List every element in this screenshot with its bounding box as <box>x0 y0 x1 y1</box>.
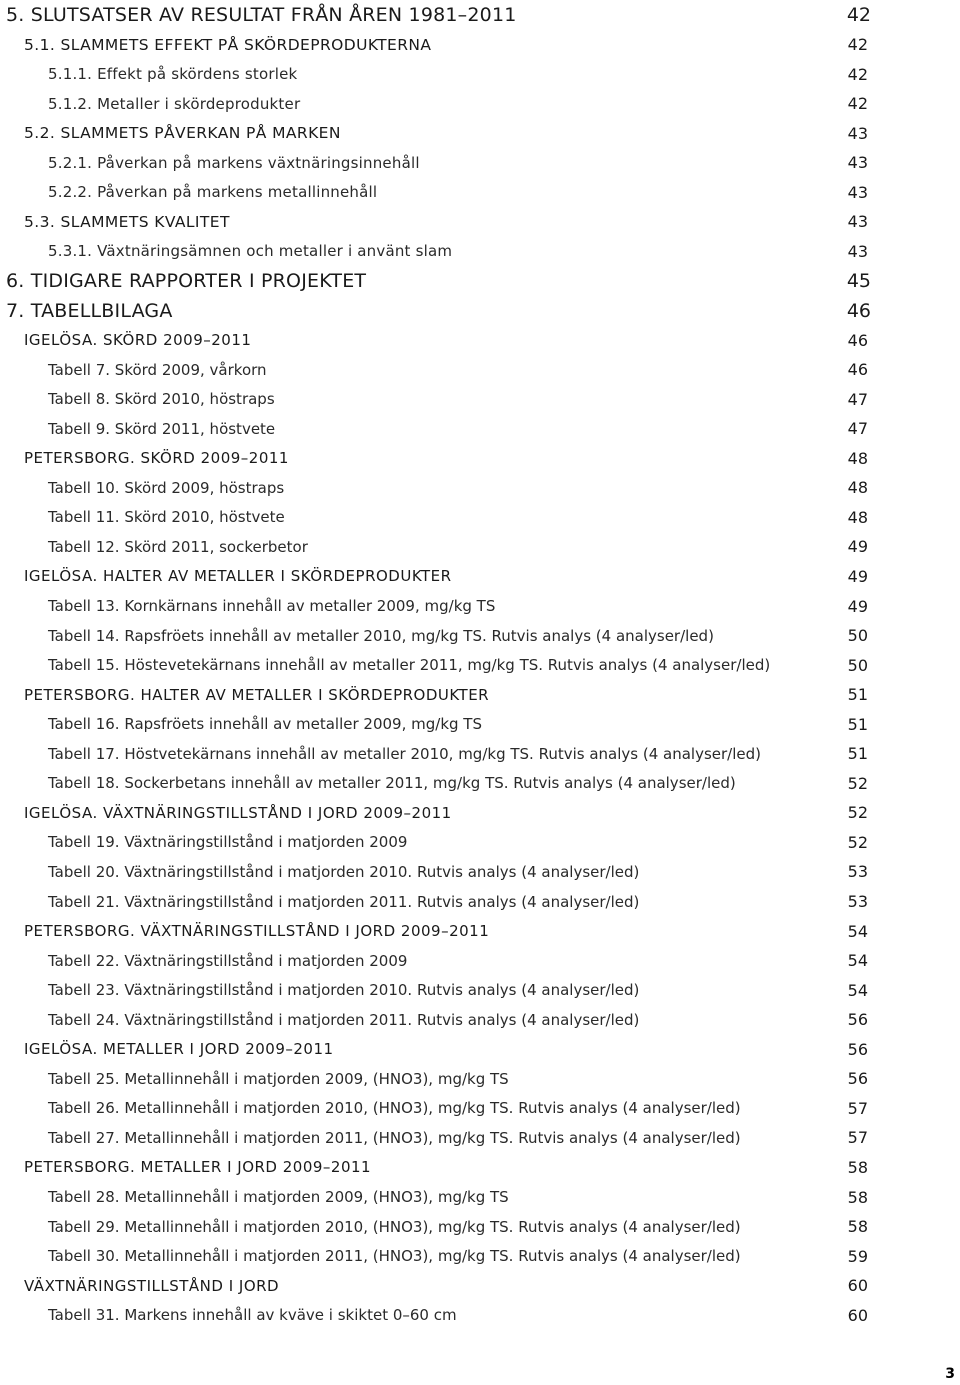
toc-entry[interactable] <box>0 711 960 737</box>
toc-entry[interactable] <box>0 327 960 353</box>
toc-entry-title: Tabell 13. Kornkärnans innehåll av metaller 2009, mg/kg TS <box>48 597 496 615</box>
toc-entry-page: 54 <box>847 980 868 1000</box>
toc-entry[interactable] <box>0 179 960 205</box>
toc-entry-page: 46 <box>846 299 871 322</box>
toc-entry-page: 52 <box>847 803 868 823</box>
toc-entry[interactable] <box>0 416 960 442</box>
toc-entry[interactable] <box>0 829 960 855</box>
toc-entry-title: 5.1. SLAMMETS EFFEKT PÅ SKÖRDEPRODUKTERNA <box>24 35 432 54</box>
toc-entry-title: 5.1.1. Effekt på skördens storlek <box>48 65 298 84</box>
toc-entry[interactable] <box>0 2 960 28</box>
toc-entry-page: 59 <box>847 1246 868 1266</box>
toc-entry-title: 5.2.2. Påverkan på markens metallinnehåll <box>48 183 378 202</box>
toc-entry-title: Tabell 21. Växtnäringstillstånd i matjorden 2011. Rutvis analys (4 analyser/led) <box>48 892 640 911</box>
toc-entry-page: 60 <box>847 1305 868 1325</box>
toc-entry[interactable] <box>0 918 960 944</box>
toc-entry[interactable] <box>0 1154 960 1180</box>
toc-entry-page: 54 <box>847 951 868 971</box>
toc-entry-page: 57 <box>847 1128 868 1148</box>
toc-entry-title: Tabell 18. Sockerbetans innehåll av metaller 2011, mg/kg TS. Rutvis analys (4 analyser/led) <box>48 774 736 793</box>
toc-entry[interactable] <box>0 1214 960 1240</box>
toc-entry-page: 48 <box>847 507 868 527</box>
toc-entry-page: 50 <box>847 626 868 646</box>
toc-entry[interactable] <box>0 534 960 560</box>
toc-entry[interactable] <box>0 1066 960 1092</box>
toc-entry-title: Tabell 14. Rapsfröets innehåll av metaller 2010, mg/kg TS. Rutvis analys (4 analyser/led) <box>48 626 714 645</box>
toc-entry-title: Tabell 26. Metallinnehåll i matjorden 2010, (HNO3), mg/kg TS. Rutvis analys (4 analyser/led) <box>48 1099 741 1118</box>
toc-entry-page: 54 <box>847 921 868 941</box>
toc-entry[interactable] <box>0 150 960 176</box>
toc-entry-page: 57 <box>847 1098 868 1118</box>
toc-entry-page: 56 <box>847 1069 868 1089</box>
toc-entry-page: 42 <box>847 94 868 114</box>
toc-entry-page: 52 <box>847 832 868 852</box>
toc-entry[interactable] <box>0 1095 960 1121</box>
toc-entry[interactable] <box>0 209 960 235</box>
toc-entry-page: 52 <box>847 773 868 793</box>
toc-entry-title: Tabell 9. Skörd 2011, höstvete <box>48 419 276 438</box>
toc-entry-page: 42 <box>847 35 868 55</box>
toc-entry-page: 48 <box>847 448 868 468</box>
toc-entry-page: 56 <box>847 1010 868 1030</box>
toc-entry-title: Tabell 12. Skörd 2011, sockerbetor <box>48 537 308 556</box>
toc-entry-title: IGELÖSA. SKÖRD 2009–2011 <box>24 331 252 350</box>
toc-entry[interactable] <box>0 268 960 294</box>
toc-entry-title: 5.2. SLAMMETS PÅVERKAN PÅ MARKEN <box>24 124 341 143</box>
toc-entry[interactable] <box>0 682 960 708</box>
toc-entry[interactable] <box>0 1302 960 1328</box>
toc-entry-page: 49 <box>847 537 868 557</box>
toc-entry[interactable] <box>0 1125 960 1151</box>
toc-entry-page: 58 <box>847 1187 868 1207</box>
toc-entry-title: 5.3.1. Växtnäringsämnen och metaller i använt slam <box>48 242 453 261</box>
toc-entry-title: Tabell 25. Metallinnehåll i matjorden 2009, (HNO3), mg/kg TS <box>48 1069 509 1088</box>
toc-entry-page: 45 <box>846 269 871 292</box>
toc-entry-title: 5.1.2. Metaller i skördeprodukter <box>48 94 301 113</box>
toc-entry-title: Tabell 16. Rapsfröets innehåll av metaller 2009, mg/kg TS <box>48 715 482 734</box>
toc-entry[interactable] <box>0 741 960 767</box>
toc-entry[interactable] <box>0 623 960 649</box>
toc-entry[interactable] <box>0 504 960 530</box>
toc-entry-title: Tabell 15. Höstevetekärnans innehåll av metaller 2011, mg/kg TS. Rutvis analys (4 analyser/led) <box>48 656 771 675</box>
toc-entry-page: 56 <box>847 1039 868 1059</box>
toc-entry-title: IGELÖSA. HALTER AV METALLER I SKÖRDEPRODUKTER <box>24 567 452 586</box>
toc-entry-page: 53 <box>847 862 868 882</box>
toc-entry-title: Tabell 20. Växtnäringstillstånd i matjorden 2010. Rutvis analys (4 analyser/led) <box>48 862 640 881</box>
toc-entry-page: 46 <box>847 330 868 350</box>
toc-entry-title: 5.3. SLAMMETS KVALITET <box>24 212 230 231</box>
toc-entry[interactable] <box>0 889 960 915</box>
toc-entry[interactable] <box>0 475 960 501</box>
toc-entry-title: PETERSBORG. VÄXTNÄRINGSTILLSTÅND I JORD 2009–2011 <box>24 922 490 941</box>
toc-entry[interactable] <box>0 563 960 589</box>
toc-entry-title: PETERSBORG. HALTER AV METALLER I SKÖRDEPRODUKTER <box>24 685 490 704</box>
toc-entry[interactable] <box>0 948 960 974</box>
toc-entry[interactable] <box>0 977 960 1003</box>
toc-entry[interactable] <box>0 770 960 796</box>
toc-entry-page: 43 <box>847 123 868 143</box>
toc-entry[interactable] <box>0 593 960 619</box>
toc-entry-title: Tabell 23. Växtnäringstillstånd i matjorden 2010. Rutvis analys (4 analyser/led) <box>48 981 640 1000</box>
toc-entry-page: 42 <box>847 64 868 84</box>
toc-entry-page: 60 <box>847 1276 868 1296</box>
toc-entry-title: Tabell 22. Växtnäringstillstånd i matjorden 2009 <box>48 951 408 970</box>
toc-entry-title: VÄXTNÄRINGSTILLSTÅND I JORD <box>24 1276 280 1295</box>
page-number: 3 <box>945 1366 955 1382</box>
toc-entry-page: 58 <box>847 1217 868 1237</box>
toc-entry-page: 51 <box>847 714 868 734</box>
toc-entry-page: 47 <box>847 389 868 409</box>
toc-entry-page: 51 <box>847 744 868 764</box>
toc-entry-title: Tabell 29. Metallinnehåll i matjorden 2010, (HNO3), mg/kg TS. Rutvis analys (4 analyser/led) <box>48 1217 741 1236</box>
toc-entry-page: 43 <box>847 153 868 173</box>
toc-entry[interactable] <box>0 1007 960 1033</box>
toc-entry[interactable] <box>0 445 960 471</box>
toc-entry-title: Tabell 19. Växtnäringstillstånd i matjorden 2009 <box>48 833 408 852</box>
toc-entry-page: 43 <box>847 182 868 202</box>
toc-entry-page: 58 <box>847 1157 868 1177</box>
toc-entry-page: 46 <box>847 360 868 380</box>
toc-entry[interactable] <box>0 357 960 383</box>
toc-entry-page: 49 <box>847 566 868 586</box>
toc-entry-page: 49 <box>847 596 868 616</box>
toc-entry[interactable] <box>0 652 960 678</box>
toc-entry-title: PETERSBORG. METALLER I JORD 2009–2011 <box>24 1158 372 1177</box>
toc-entry[interactable] <box>0 91 960 117</box>
toc-entry-title: Tabell 7. Skörd 2009, vårkorn <box>48 360 267 379</box>
toc-entry[interactable] <box>0 120 960 146</box>
toc-entry-page: 47 <box>847 419 868 439</box>
toc-entry[interactable] <box>0 1036 960 1062</box>
toc-entry-page: 51 <box>847 685 868 705</box>
toc-entry-title: Tabell 27. Metallinnehåll i matjorden 2011, (HNO3), mg/kg TS. Rutvis analys (4 analyser/led) <box>48 1128 741 1147</box>
toc-entry-title: 7. TABELLBILAGA <box>6 299 173 322</box>
toc-entry-title: PETERSBORG. SKÖRD 2009–2011 <box>24 449 289 468</box>
toc-entry[interactable] <box>0 386 960 412</box>
toc-entry-title: Tabell 11. Skörd 2010, höstvete <box>48 508 285 527</box>
toc-entry-title: Tabell 24. Växtnäringstillstånd i matjorden 2011. Rutvis analys (4 analyser/led) <box>48 1010 640 1029</box>
toc-entry[interactable] <box>0 1184 960 1210</box>
toc-entry[interactable] <box>0 298 960 324</box>
toc-entry[interactable] <box>0 1273 960 1299</box>
toc-entry[interactable] <box>0 1243 960 1269</box>
toc-entry-title: IGELÖSA. METALLER I JORD 2009–2011 <box>24 1040 334 1059</box>
toc-entry-title: 5.2.1. Påverkan på markens växtnäringsinnehåll <box>48 153 420 172</box>
toc-entry-title: Tabell 28. Metallinnehåll i matjorden 2009, (HNO3), mg/kg TS <box>48 1188 509 1206</box>
toc-entry-page: 42 <box>846 4 871 26</box>
toc-entry-title: Tabell 10. Skörd 2009, höstraps <box>48 478 285 497</box>
toc-entry-title: Tabell 31. Markens innehåll av kväve i skiktet 0–60 cm <box>48 1306 457 1325</box>
toc-entry[interactable] <box>0 32 960 58</box>
toc-entry-title: 5. SLUTSATSER AV RESULTAT FRÅN ÅREN 1981–2011 <box>6 4 517 26</box>
toc-entry-title: 6. TIDIGARE RAPPORTER I PROJEKTET <box>6 269 367 292</box>
toc-entry-title: Tabell 17. Höstvetekärnans innehåll av metaller 2010, mg/kg TS. Rutvis analys (4 analyser/led) <box>48 744 761 763</box>
toc-entry-page: 50 <box>847 655 868 675</box>
toc-entry-page: 43 <box>847 212 868 232</box>
toc-entry-page: 48 <box>847 478 868 498</box>
toc-entry[interactable] <box>0 238 960 264</box>
toc-entry-title: IGELÖSA. VÄXTNÄRINGSTILLSTÅND I JORD 2009–2011 <box>24 803 452 822</box>
toc-entry-title: Tabell 30. Metallinnehåll i matjorden 2011, (HNO3), mg/kg TS. Rutvis analys (4 analyser/led) <box>48 1247 741 1266</box>
toc-entry[interactable] <box>0 800 960 826</box>
toc-entry-page: 43 <box>847 241 868 261</box>
toc-entry[interactable] <box>0 61 960 87</box>
toc-entry[interactable] <box>0 859 960 885</box>
toc-entry-page: 53 <box>847 892 868 911</box>
toc-entry-title: Tabell 8. Skörd 2010, höstraps <box>48 390 275 409</box>
